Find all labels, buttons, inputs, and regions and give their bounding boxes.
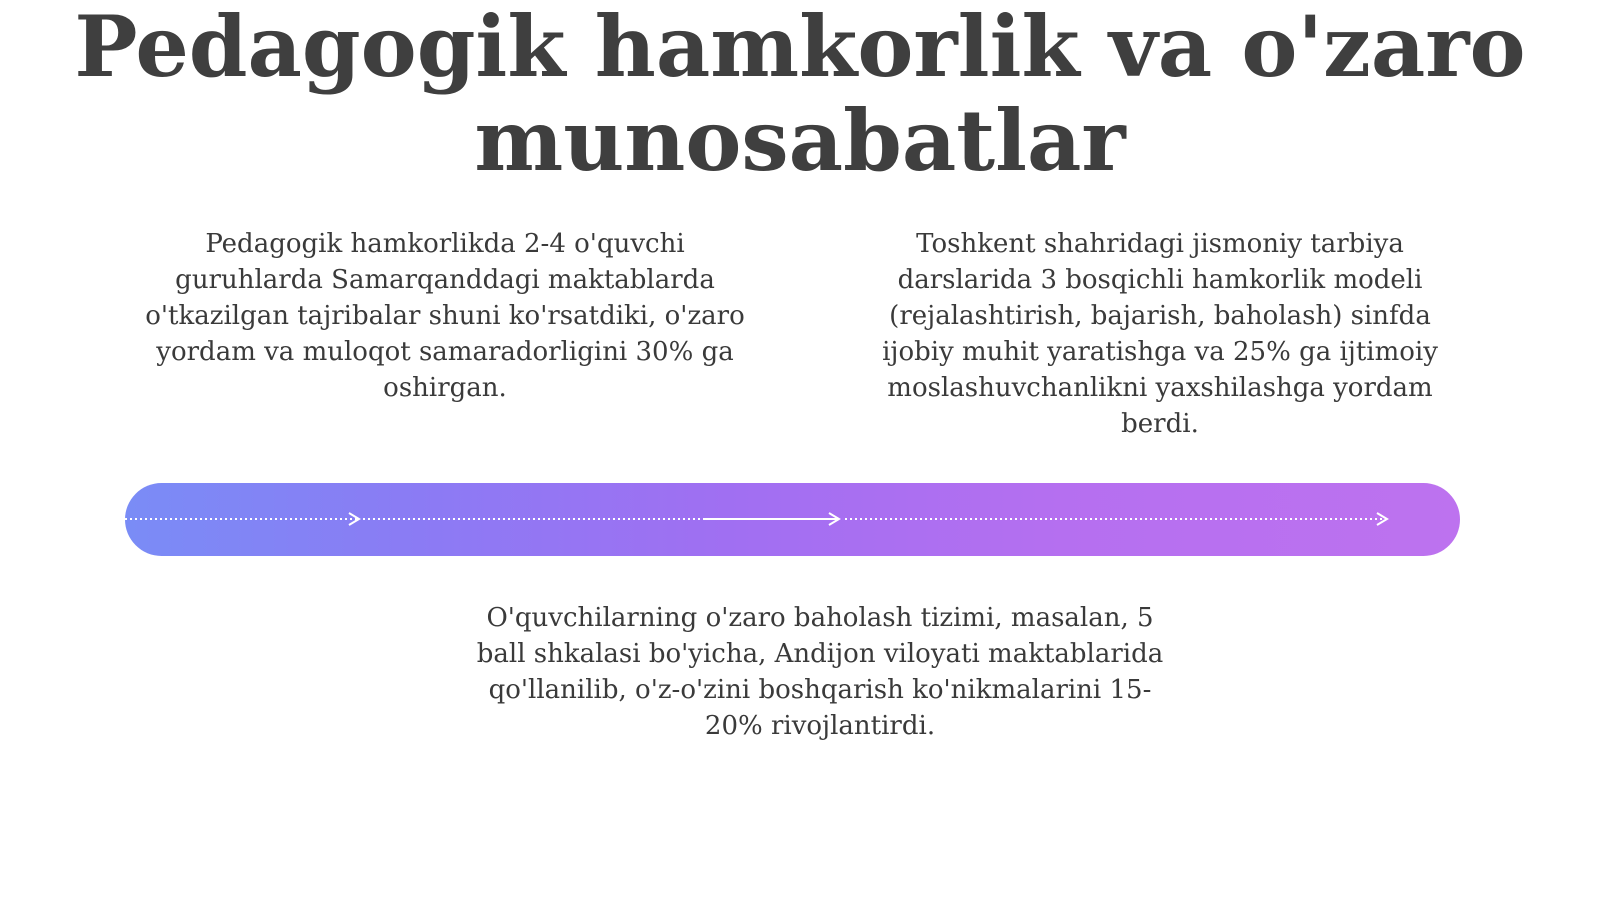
timeline-bar	[125, 483, 1460, 556]
left-text-block: Pedagogik hamkorlikda 2-4 o'quvchi guruhlarda Samarqanddagi maktablarda o'tkazilgan tajribalar shuni ko'rsatdiki, o'zaro yordam va muloqot samaradorligini 30% ga oshirgan.	[145, 229, 745, 403]
bottom-text-block: O'quvchilarning o'zaro baholash tizimi, masalan, 5 ball shkalasi bo'yicha, Andijon viloyati maktablarida qo'llanilib, o'z-o'zini boshqarish ko'nikmalarini 15-20% rivojlantirdi.	[476, 603, 1164, 741]
slide-title	[0, 0, 1600, 188]
right-text-block: Toshkent shahridagi jismoniy tarbiya darslarida 3 bosqichli hamkorlik modeli (rejalashtirish, bajarish, baholash) sinfda ijobiy muhit yaratishga va 25% ga ijtimoiy moslashuvchanlikni yaxshilashga yordam berdi.	[882, 229, 1438, 439]
timeline-arrows	[125, 483, 1460, 556]
title-line-1: Pedagogik hamkorlik va o'zaro	[74, 0, 1526, 96]
title-line-2: munosabatlar	[474, 91, 1126, 190]
